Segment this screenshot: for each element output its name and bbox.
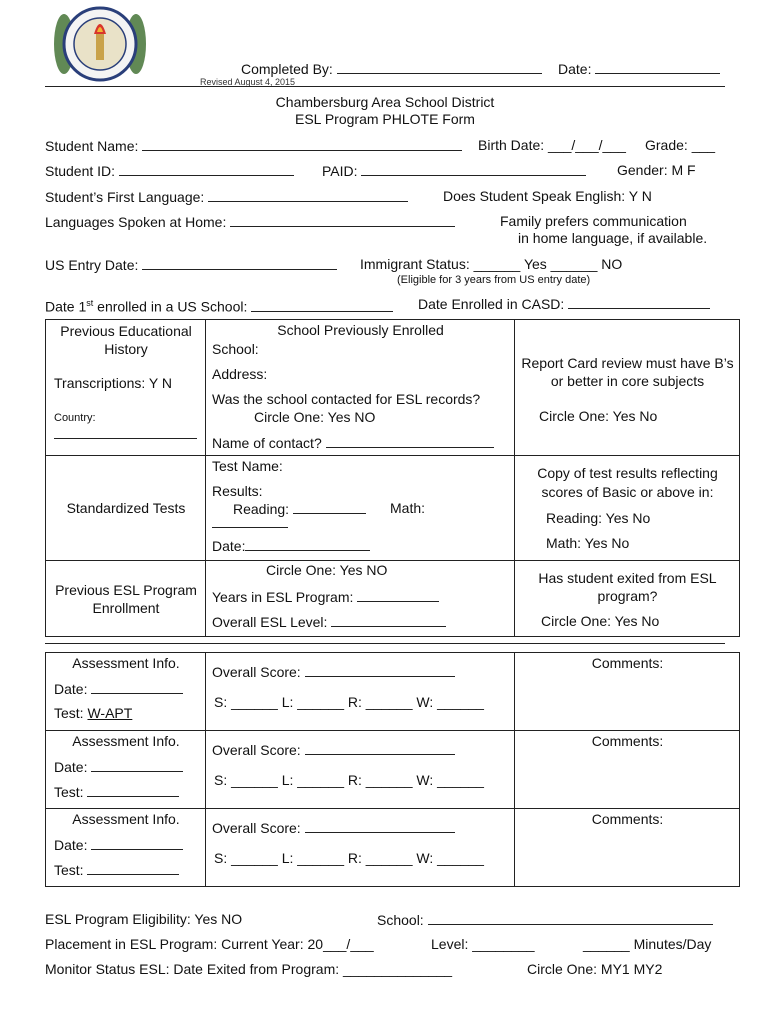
first-language-line <box>208 188 408 202</box>
standardized-tests-cell <box>46 456 206 561</box>
slrw-scores[interactable]: S: ______ L: ______ R: ______ W: ______ <box>214 694 484 710</box>
comments-label: Comments: <box>591 811 664 827</box>
footer-school-label: School: <box>377 912 424 928</box>
monitor-status-field[interactable]: Monitor Status ESL: Date Exited from Program: ______________ <box>45 961 453 977</box>
assessment-row <box>46 731 740 809</box>
header-date-field[interactable] <box>558 60 720 77</box>
assessment-score-cell <box>206 809 515 887</box>
assessment-title: Assessment Info. <box>72 655 180 671</box>
assessment-score-cell <box>206 731 515 809</box>
test-name-field[interactable]: Test Name: <box>212 458 283 474</box>
slrw-scores[interactable]: S: ______ L: ______ R: ______ W: ______ <box>214 772 484 788</box>
reading-label: Reading: <box>233 501 290 517</box>
history-row-education <box>46 320 740 456</box>
eligible-note: (Eligible for 3 years from US entry date) <box>397 274 591 286</box>
assessment-comments-cell[interactable] <box>515 653 740 731</box>
math-label[interactable]: Math: <box>390 500 426 516</box>
district-logo <box>50 4 150 84</box>
assessment-test-line <box>87 861 179 875</box>
test-details-cell <box>206 456 515 561</box>
assessment-test-line <box>87 783 179 797</box>
assessment-date-line <box>91 758 183 772</box>
date-enrolled-casd-field[interactable] <box>418 295 710 312</box>
eligibility-field[interactable]: ESL Program Eligibility: Yes NO <box>45 911 243 927</box>
mid-divider <box>45 643 725 644</box>
birth-date-field[interactable]: Birth Date: ___/___/___ <box>478 137 626 153</box>
test-date-field[interactable] <box>212 537 370 554</box>
was-contacted-label: Was the school contacted for ESL records? <box>212 391 481 407</box>
assessment-date-line <box>91 836 183 850</box>
overall-score-field[interactable] <box>212 819 455 836</box>
overall-esl-label: Overall ESL Level: <box>212 614 328 630</box>
assessment-date-line <box>91 680 183 694</box>
footer-school-line <box>428 911 713 925</box>
assessment-date-label: Date: <box>54 759 88 775</box>
esl-details-cell <box>206 561 515 637</box>
student-name-field[interactable] <box>45 137 462 154</box>
assessment-date-label: Date: <box>54 837 88 853</box>
speak-english-field[interactable]: Does Student Speak English: Y N <box>443 188 652 204</box>
prev-esl-label: Previous ESL Program Enrollment <box>55 582 197 616</box>
history-table <box>45 319 740 637</box>
copy-results-cell <box>515 456 740 561</box>
minutes-field[interactable]: ______ Minutes/Day <box>583 936 712 952</box>
copy-results-label: Copy of test results reflecting scores of Basic or above in: <box>537 465 718 500</box>
prev-edu-label: Previous Educational History <box>60 323 192 357</box>
date-first-label-a: Date 1 <box>45 298 87 315</box>
esl-circle[interactable]: Circle One: Yes NO <box>266 562 388 578</box>
languages-home-field[interactable] <box>45 213 455 230</box>
reading-yes-no[interactable]: Reading: Yes No <box>546 510 651 526</box>
exited-esl-cell <box>515 561 740 637</box>
assessment-title: Assessment Info. <box>72 733 180 749</box>
years-esl-line <box>357 588 439 602</box>
revised-note: Revised August 4, 2015 <box>200 77 296 87</box>
math-line <box>212 514 288 528</box>
paid-field[interactable] <box>322 162 586 179</box>
completed-by-label: Completed By: <box>241 61 333 77</box>
student-id-field[interactable] <box>45 162 294 179</box>
prev-esl-cell <box>46 561 206 637</box>
prev-edu-cell <box>46 320 206 456</box>
student-name-label: Student Name: <box>45 138 139 154</box>
paid-label: PAID: <box>322 163 358 179</box>
assessment-date-label: Date: <box>54 681 88 697</box>
comments-label: Comments: <box>591 655 664 671</box>
family-prefers-checkbox[interactable]: Family prefers communication <box>500 213 687 229</box>
footer-school-field[interactable] <box>377 911 713 928</box>
report-card-label: Report Card review must have B’s or better in core subjects <box>521 355 734 389</box>
assessment-info-cell <box>46 653 206 731</box>
overall-score-label: Overall Score: <box>212 820 301 836</box>
assessment-test-field[interactable] <box>54 783 179 800</box>
first-language-label: Student’s First Language: <box>45 189 205 205</box>
overall-score-label: Overall Score: <box>212 664 301 680</box>
overall-esl-line <box>331 613 446 627</box>
student-id-line <box>119 162 294 176</box>
country-label: Country: <box>54 412 96 424</box>
overall-score-field[interactable] <box>212 663 455 680</box>
slrw-scores[interactable]: S: ______ L: ______ R: ______ W: ______ <box>214 850 484 866</box>
standardized-tests-label: Standardized Tests <box>66 500 186 516</box>
level-field[interactable]: Level: ________ <box>431 936 535 952</box>
assessment-test-label: Test: <box>54 705 84 721</box>
student-id-label: Student ID: <box>45 163 116 179</box>
assessment-info-cell <box>46 809 206 887</box>
overall-score-line <box>305 819 455 833</box>
overall-score-field[interactable] <box>212 741 455 758</box>
assessment-test-field[interactable] <box>54 705 132 721</box>
transcriptions-field[interactable]: Transcriptions: Y N <box>54 375 173 391</box>
overall-esl-field[interactable] <box>212 613 446 630</box>
date-enrolled-casd-line <box>568 295 710 309</box>
placement-field[interactable]: Placement in ESL Program: Current Year: 20___/___ <box>45 936 374 952</box>
years-esl-label: Years in ESL Program: <box>212 589 354 605</box>
completed-by-line <box>337 60 542 74</box>
school-field[interactable]: School: <box>212 341 259 357</box>
header-divider <box>45 86 725 87</box>
exited-esl-circle[interactable]: Circle One: Yes No <box>541 613 660 629</box>
assessment-test-value: W-APT <box>87 705 133 721</box>
assessment-test-label: Test: <box>54 862 84 878</box>
report-card-circle[interactable]: Circle One: Yes No <box>539 408 658 424</box>
assessment-score-cell <box>206 653 515 731</box>
school-prev-cell <box>206 320 515 456</box>
assessment-title: Assessment Info. <box>72 811 180 827</box>
exited-esl-label: Has student exited from ESL program? <box>538 570 717 604</box>
overall-score-label: Overall Score: <box>212 742 301 758</box>
name-of-contact-label: Name of contact? <box>212 435 322 451</box>
comments-label: Comments: <box>591 733 664 749</box>
assessment-row <box>46 653 740 731</box>
school-prev-label: School Previously Enrolled <box>277 322 444 338</box>
assessment-table <box>45 652 740 887</box>
overall-score-line <box>305 663 455 677</box>
grade-field[interactable]: Grade: ___ <box>645 137 716 153</box>
history-row-esl <box>46 561 740 637</box>
years-esl-field[interactable] <box>212 588 439 605</box>
was-contacted-circle[interactable]: Circle One: Yes NO <box>254 409 376 425</box>
assessment-date-field[interactable] <box>54 758 183 775</box>
paid-line <box>361 162 586 176</box>
monitor-year-circle[interactable]: Circle One: MY1 MY2 <box>527 961 663 977</box>
assessment-date-field[interactable] <box>54 836 183 853</box>
results-label: Results: <box>212 483 263 499</box>
header-date-label: Date: <box>558 61 592 77</box>
address-field[interactable]: Address: <box>212 366 268 382</box>
name-of-contact-field[interactable] <box>212 434 494 451</box>
form-title-district: Chambersburg Area School District <box>275 94 495 110</box>
date-first-enrolled-field[interactable] <box>45 295 393 315</box>
report-card-cell <box>515 320 740 456</box>
test-date-label: Date: <box>212 538 246 554</box>
assessment-test-label: Test: <box>54 784 84 800</box>
assessment-info-cell <box>46 731 206 809</box>
date-first-line <box>251 298 393 312</box>
overall-score-line <box>305 741 455 755</box>
assessment-row <box>46 809 740 887</box>
reading-line <box>293 500 366 514</box>
assessment-comments-cell[interactable] <box>515 809 740 887</box>
languages-home-label: Languages Spoken at Home: <box>45 214 227 230</box>
family-prefers-line2: in home language, if available. <box>518 230 708 246</box>
student-name-line <box>142 137 462 151</box>
assessment-date-field[interactable] <box>54 680 183 697</box>
country-line[interactable] <box>54 425 197 439</box>
date-first-sup: st <box>86 298 94 308</box>
form-title-program: ESL Program PHLOTE Form <box>295 111 475 127</box>
gender-field[interactable]: Gender: M F <box>617 162 696 178</box>
us-entry-label: US Entry Date: <box>45 257 139 273</box>
test-date-line <box>245 537 370 551</box>
immigrant-status-field[interactable]: Immigrant Status: ______ Yes ______ NO <box>360 256 623 272</box>
assessment-test-field[interactable] <box>54 861 179 878</box>
date-enrolled-casd-label: Date Enrolled in CASD: <box>418 296 565 312</box>
languages-home-line <box>230 213 455 227</box>
us-entry-line <box>142 256 337 270</box>
math-yes-no[interactable]: Math: Yes No <box>546 535 630 551</box>
history-row-tests <box>46 456 740 561</box>
assessment-comments-cell[interactable] <box>515 731 740 809</box>
name-of-contact-line <box>326 434 494 448</box>
us-entry-field[interactable] <box>45 256 337 273</box>
first-language-field[interactable] <box>45 188 408 205</box>
header-date-line <box>595 60 720 74</box>
date-first-label-b: enrolled in a US School: <box>93 298 248 315</box>
